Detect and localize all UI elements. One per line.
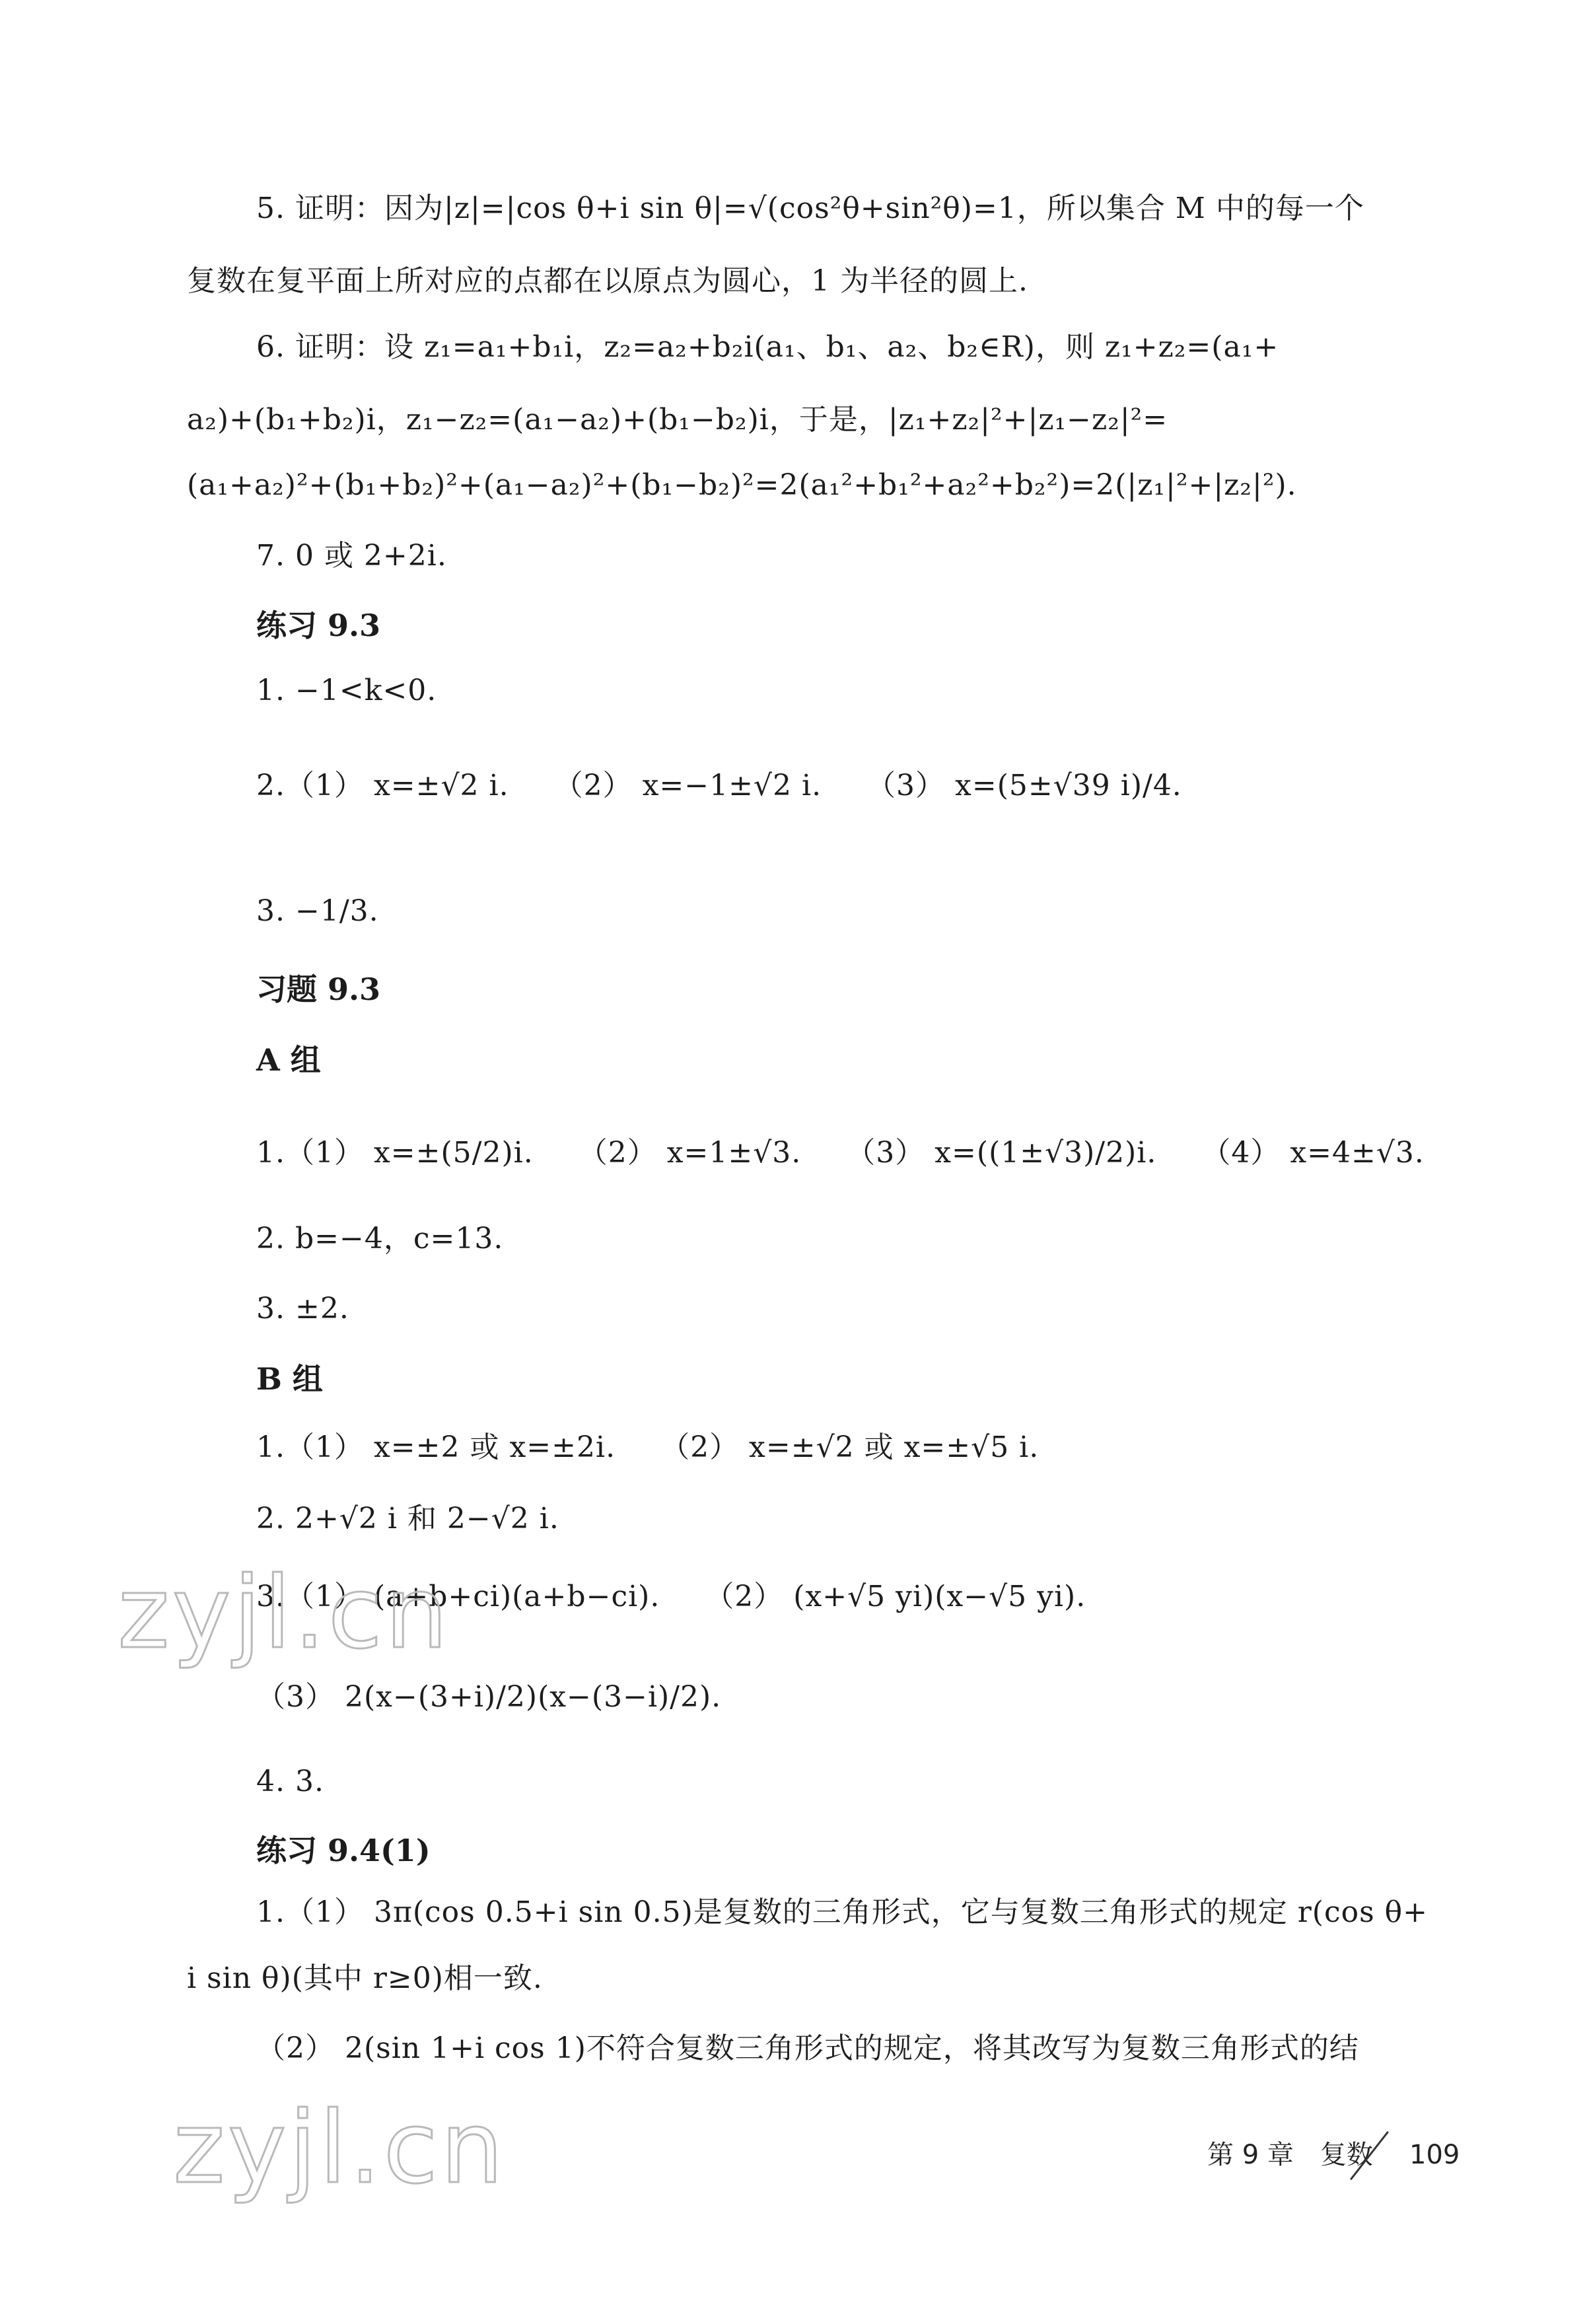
group-a-item-2: 2. b=−4，c=13. [256,1222,504,1255]
heading-group-a: A 组 [256,1042,321,1078]
heading-exercise-9-3: 练习 9.3 [256,608,381,643]
group-b-item-3-line-2: （3） 2(x−(3+i)/2)(x−(3−i)/2). [256,1680,722,1714]
answer-6-line-3: (a₁+a₂)²+(b₁+b₂)²+(a₁−a₂)²+(b₁−b₂)²=2(a₁²+b₁²+a₂²+b₂²)=2(|z₁|²+|z₂|²). [187,468,1297,502]
answer-5-line-2: 复数在复平面上所对应的点都在以原点为圆心，1 为半径的圆上. [187,264,1028,298]
group-a-item-3: 3. ±2. [256,1292,349,1325]
footer-page-number: 109 [1409,2140,1460,2170]
exercise-9-3-item-1: 1. −1<k<0. [256,674,437,707]
exercise-9-3-item-2: 2.（1） x=±√2 i. （2） x=−1±√2 i. （3） x=(5±√39 i)/4. [256,769,1182,802]
heading-problems-9-3: 习题 9.3 [256,971,381,1007]
answer-7: 7. 0 或 2+2i. [256,539,447,573]
group-b-item-3-line-1: 3.（1） (a+b+ci)(a+b−ci). （2） (x+√5 yi)(x−√5 yi). [256,1580,1086,1613]
watermark-bottom: zyjl.cn [173,2091,507,2206]
exercise-9-3-item-3: 3. −1/3. [256,894,379,928]
group-a-item-1: 1.（1） x=±(5/2)i. （2） x=1±√3. （3） x=((1±√3)/2)i. （4） x=4±√3. [256,1136,1425,1170]
answer-5-line-1: 5. 证明：因为|z|=|cos θ+i sin θ|=√(cos²θ+sin²θ)=1，所以集合 M 中的每一个 [256,192,1364,225]
heading-exercise-9-4-1: 练习 9.4(1) [256,1833,431,1868]
exercise-9-4-item-1-line-1: 1.（1） 3π(cos 0.5+i sin 0.5)是复数的三角形式，它与复数三角形式的规定 r(cos θ+ [256,1895,1428,1929]
exercise-9-4-item-1-line-3: （2） 2(sin 1+i cos 1)不符合复数三角形式的规定，将其改写为复数三角形式的结 [256,2031,1359,2065]
group-b-item-1: 1.（1） x=±2 或 x=±2i. （2） x=±√2 或 x=±√5 i. [256,1430,1040,1464]
group-b-item-2: 2. 2+√2 i 和 2−√2 i. [256,1502,559,1535]
exercise-9-4-item-1-line-2: i sin θ)(其中 r≥0)相一致. [187,1961,543,1995]
answer-6-line-2: a₂)+(b₁+b₂)i，z₁−z₂=(a₁−a₂)+(b₁−b₂)i，于是，|z₁+z₂|²+|z₁−z₂|²= [187,403,1168,437]
group-b-item-4: 4. 3. [256,1765,324,1798]
watermark-middle: zyjl.cn [118,1556,451,1671]
heading-group-b: B 组 [256,1361,323,1397]
footer-chapter-label: 第 9 章 复数 [1207,2140,1373,2170]
answer-6-line-1: 6. 证明：设 z₁=a₁+b₁i，z₂=a₂+b₂i(a₁、b₁、a₂、b₂∈R)，则 z₁+z₂=(a₁+ [256,330,1279,364]
